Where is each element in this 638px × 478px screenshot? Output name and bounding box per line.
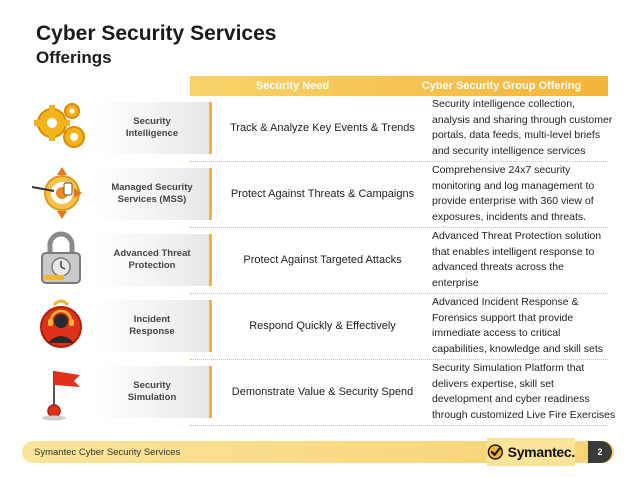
row-divider <box>190 359 608 360</box>
row-divider <box>190 425 608 426</box>
logo-text: Symantec. <box>507 444 575 460</box>
checkmark-logo-icon <box>487 440 504 464</box>
symantec-logo <box>487 438 575 466</box>
row-need: Respond Quickly & Effectively <box>249 320 396 332</box>
header-offering: Cyber Security Group Offering <box>421 80 582 92</box>
flag-icon <box>30 361 92 423</box>
row-offering: Comprehensive 24x7 security monitoring and log management to provide enterprise with 360 view of exposures, incidents and threats. <box>432 164 595 223</box>
row-need: Demonstrate Value & Security Spend <box>231 386 414 398</box>
table-header <box>190 76 608 96</box>
row-label-box <box>96 168 212 220</box>
page-title: Cyber Security Services <box>36 22 277 45</box>
row-accent <box>209 234 212 286</box>
row-divider <box>190 161 608 162</box>
row-accent <box>209 102 212 154</box>
row-need: Protect Against Targeted Attacks <box>243 254 402 266</box>
row-accent <box>209 168 212 220</box>
table-row <box>30 295 610 357</box>
row-label: Managed Security Services (MSS) <box>111 182 193 205</box>
row-offering: Advanced Threat Protection solution that enables intelligent response to advanced threats across the enterprise <box>432 230 602 289</box>
row-divider <box>190 227 608 228</box>
target-icon <box>30 163 92 225</box>
header-security-need: Security Need <box>255 80 330 92</box>
padlock-icon <box>30 229 92 291</box>
footer-text: Symantec Cyber Security Services <box>34 447 181 458</box>
row-offering: Advanced Incident Response & Forensics support that provide immediate access to critical capabilities, knowledge and skill sets <box>432 296 604 355</box>
row-divider <box>190 293 608 294</box>
row-label-box <box>96 234 212 286</box>
page-number: 2 <box>588 441 612 463</box>
table-row <box>30 361 616 423</box>
row-offering: Security intelligence collection, analysis and sharing through customer portals, data feeds, multi-level briefs and security intelligence services <box>432 98 613 157</box>
row-label: Security Intelligence <box>125 116 179 139</box>
row-offering: Security Simulation Platform that delivers expertise, skill set development and cyber readiness through customized Live Fire Exercises <box>432 362 616 421</box>
headset-icon <box>30 295 92 357</box>
table-row <box>30 229 610 291</box>
table-row <box>30 163 610 225</box>
row-label: Incident Response <box>129 314 175 337</box>
row-label-box <box>96 102 212 154</box>
page-subtitle: Offerings <box>36 48 112 67</box>
row-label: Advanced Threat Protection <box>113 248 191 271</box>
row-label: Security Simulation <box>127 380 177 403</box>
gears-icon <box>30 97 92 159</box>
row-label-box <box>96 300 212 352</box>
row-accent <box>209 300 212 352</box>
row-need: Track & Analyze Key Events & Trends <box>230 122 415 134</box>
table-row <box>30 97 613 159</box>
row-accent <box>209 366 212 418</box>
row-need: Protect Against Threats & Campaigns <box>230 188 415 200</box>
row-label-box <box>96 366 212 418</box>
